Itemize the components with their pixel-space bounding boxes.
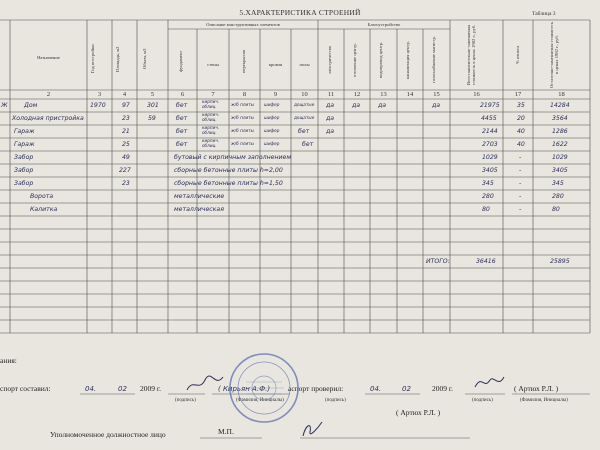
row-3-wear: 40 [517,128,525,135]
row-4-roof: шифер [264,141,280,146]
row-5-name: Забор [14,154,34,161]
row-3-residual: 1286 [552,128,568,135]
row-3-ceiling: ж/б плиты [231,128,254,133]
row-1-cost: 21975 [480,102,500,109]
col-num-11: 11 [327,91,335,98]
col-num-14: 14 [406,91,414,98]
compiled-label: спорт составил: [0,384,51,393]
header-sewer: канализация центр. [405,41,410,79]
checked-year: 2009 г. [432,384,453,393]
header-area: Площадь, м2 [115,46,120,72]
row-9-wear: - [519,206,522,213]
col-num-15: 15 [433,91,440,98]
row-7-description: сборные бетонные плиты h=1,50 [174,180,283,187]
header-roof: кровля [268,62,283,67]
row-3-walls: кирпич. облиц. [202,125,220,135]
row-1-electricity: да [326,102,335,109]
document-title: 5.ХАРАКТЕРИСТИКА СТРОЕНИЙ [239,8,361,17]
header-floor: полы [299,62,310,67]
header-restoration-cost: Восстановительно-заменяемая стоимость в ценах 1982 г., руб. [466,24,476,86]
row-8-wear: - [519,193,522,200]
col-num-18: 18 [558,91,565,98]
row-3-area: 21 [122,128,130,135]
row-8-residual: 280 [552,193,564,200]
row-1-ceiling: ж/б плиты [231,102,254,107]
row-4-name: Гараж [14,141,35,148]
checked-label: аспорт проверил: [288,384,344,393]
row-2-ceiling: ж/б плиты [231,115,254,120]
col-num-8: 8 [242,91,247,98]
checker-sign-caption: (подпись) [472,398,493,403]
checked-date-day: 04. [370,385,382,393]
row-6-description: сборные бетонные плиты h=2,00 [174,167,283,174]
row-4-wear: 40 [517,141,525,148]
row-5-cost: 1029 [482,154,498,161]
row-2-roof: шифер [264,115,280,120]
row-3-floor: бет [298,128,310,135]
row-5-description: бутовый с кирпичным заполнением [174,154,291,161]
row-2-volume: 59 [148,115,156,122]
row-1-floor: дощатые [294,102,315,107]
col-num-2: 2 [46,91,51,98]
row-9-description: металлическая [174,206,224,213]
row-6-cost: 3405 [482,167,498,174]
row-8-description: металлические [174,193,225,200]
checker-sign-caption-left: (подпись) [325,398,346,403]
col-num-17: 17 [514,91,522,98]
header-wear: % износа [515,45,520,65]
compiler-name: ( Кирьян А.Ф.) [218,385,271,393]
col-num-10: 10 [301,91,308,98]
row-1-volume: 301 [147,102,159,109]
row-7-name: Забор [14,180,34,187]
row-4-area: 25 [122,141,130,148]
row-2-residual: 3564 [552,115,568,122]
row-4-foundation: бет [176,141,188,148]
total-residual: 25895 [550,258,570,265]
header-walls: стены [207,62,219,67]
row-3-roof: шифер [264,128,280,133]
row-1-name: Дом [24,102,38,109]
checker-name: ( Артюх Р.Л. ) [514,384,559,393]
header-foundation: фундамент [178,50,183,72]
col-num-9: 9 [273,91,278,98]
header-volume: Объем, м3 [142,48,147,70]
row-1-water: да [378,102,387,109]
col-num-12: 12 [353,91,361,98]
row-1-year: 1970 [90,102,106,109]
row-3-name: Гараж [14,128,35,135]
row-1-wear: 35 [517,102,525,109]
notes-label: ания: [0,356,17,365]
row-2-area: 23 [122,115,130,122]
row-4-ceiling: ж/б плиты [231,141,254,146]
header-floors: перекрытия [241,49,246,73]
row-4-residual: 1622 [552,141,568,148]
row-5-residual: 1029 [552,154,568,161]
row-2-foundation: бет [176,115,188,122]
compiled-date-day: 04. [85,385,97,393]
header-name: Назначение [37,55,60,60]
header-gas: газоснабжение магистр. [431,36,436,84]
checked-date-month: 02 [402,385,411,393]
checker-fio-caption: (Фамилия, Инициалы) [520,398,568,403]
header-residual-cost: Остаточно-заменяемая стоимость в ценах 1982 г., руб. [549,22,559,88]
col-num-7: 7 [211,91,215,98]
row-4-cost: 2703 [482,141,498,148]
row-9-cost: 80 [482,206,490,213]
row-8-name: Ворота [30,193,54,200]
row-6-area: 227 [119,167,131,174]
row-1-foundation: бет [176,102,188,109]
checker-name-second: ( Артюх Р.Л. ) [396,408,441,417]
authorized-signature [300,418,326,440]
row-3-electricity: да [326,128,335,135]
checker-signature [472,372,506,392]
row-5-area: 49 [122,154,130,161]
row-7-wear: - [519,180,522,187]
row-8-cost: 280 [482,193,494,200]
row-9-name: Калитка [30,206,58,213]
row-4-floor: бет [302,141,314,148]
row-3-foundation: бет [176,128,188,135]
row-6-residual: 3405 [552,167,568,174]
row-1-roof: шифер [264,102,280,107]
col-num-5: 5 [150,91,155,98]
header-heating: отопление центр. [352,43,357,77]
row-1-walls: кирпич. облиц. [202,99,220,109]
compiled-year: 2009 г. [140,384,161,393]
compiler-signature [185,374,225,394]
row-7-cost: 345 [482,180,494,187]
total-cost: 36416 [476,258,496,265]
col-num-6: 6 [180,91,185,98]
compiled-date-month: 02 [118,385,127,393]
row-2-name: Холодная пристройка [12,115,84,122]
row-2-wear: 20 [517,115,525,122]
row-6-wear: - [519,167,522,174]
table-number: Таблица 3 [532,11,556,17]
header-electricity: электричество [327,45,332,75]
mp-label: М.П. [218,427,234,436]
row-2-cost: 4455 [481,115,497,122]
compiler-sign-caption: (подпись) [175,398,196,403]
row-5-wear: - [519,154,522,161]
row-1-residual: 14284 [550,102,570,109]
header-year: Год постройки [90,44,95,74]
header-constructive: Описание конструктивных элементов [206,22,280,27]
row-3-cost: 2144 [482,128,498,135]
row-2-electricity: да [326,115,335,122]
row-1-area: 97 [122,102,130,109]
header-amenities: Благоустройство [367,22,401,27]
col-num-4: 4 [122,91,127,98]
authorized-label: Уполномоченное должностное лицо [50,430,166,439]
header-water: водопровод центр. [378,41,383,79]
row-7-residual: 345 [552,180,564,187]
row-6-name: Забор [14,167,34,174]
row-2-floor: дощатые [294,115,315,120]
row-1-lit: Ж [1,102,8,109]
row-1-gas: да [432,102,441,109]
col-num-3: 3 [97,91,102,98]
row-2-walls: кирпич. облиц. [202,112,220,122]
row-9-residual: 80 [552,206,560,213]
col-num-16: 16 [473,91,480,98]
row-7-area: 23 [122,180,130,187]
col-num-13: 13 [380,91,387,98]
row-4-walls: кирпич. облиц. [202,138,220,148]
official-seal [228,352,300,424]
compiler-fio-caption: (Фамилия, Инициалы) [236,398,284,403]
total-label: ИТОГО: [426,258,450,265]
row-1-heating: да [352,102,361,109]
